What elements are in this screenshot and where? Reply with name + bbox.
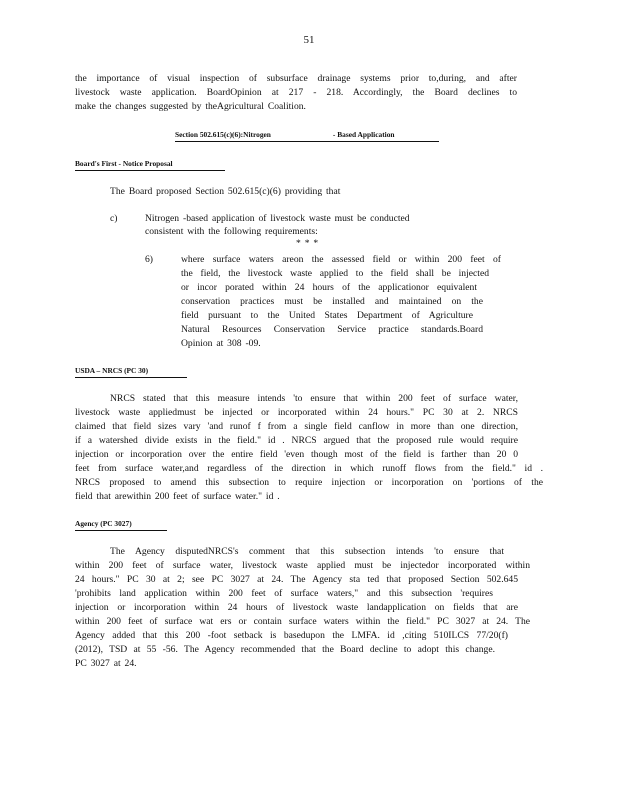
clause-c-line: consistent with the following requirements: xyxy=(145,226,318,237)
usda-para-line: if a watershed divide exists in the field." id . NRCS argued that the proposed rule would require xyxy=(75,435,518,446)
intro-line: make the changes suggested by theAgricultural Coalition. xyxy=(75,101,306,112)
intro-line: the importance of visual inspection of subsurface drainage systems prior to,during, and after xyxy=(75,73,517,84)
usda-para-line: injection or incorporation over the entire field 'even though most of the field is farther than 20 0 xyxy=(75,449,518,460)
page-number: 51 xyxy=(303,34,315,46)
intro-line: livestock waste application. BoardOpinion at 217 - 218. Accordingly, the Board declines to xyxy=(75,87,517,98)
clause-6-line: the field, the livestock waste applied to the field shall be injected xyxy=(181,268,489,279)
clause-6-line: Opinion at 308 -09. xyxy=(181,338,261,349)
section-heading xyxy=(175,130,439,142)
usda-para-line: claimed that field sizes vary 'and runof f from a single field canflow in more than one direction, xyxy=(75,421,518,432)
agency-para-line: injection or incorporation within 24 hours of livestock waste landapplication on fields that are xyxy=(75,602,518,613)
board-intro: The Board proposed Section 502.615(c)(6) providing that xyxy=(110,186,341,197)
board-first-notice-heading: Board's First - Notice Proposal xyxy=(75,159,225,171)
usda-para-line: field that arewithin 200 feet of surface water." id . xyxy=(75,491,280,502)
clause-c-line: Nitrogen -based application of livestock waste must be conducted xyxy=(145,213,410,224)
ellipsis: * * * xyxy=(296,238,319,249)
usda-nrcs-heading: USDA – NRCS (PC 30) xyxy=(75,366,187,378)
clause-c-label: c) xyxy=(110,213,118,224)
agency-para-line: The Agency disputedNRCS's comment that this subsection intends 'to ensure that xyxy=(110,546,504,557)
clause-6-line: where surface waters areon the assessed field or within 200 feet of xyxy=(181,254,501,265)
agency-heading: Agency (PC 3027) xyxy=(75,519,167,531)
clause-6-line: Natural Resources Conservation Service practice standards.Board xyxy=(181,324,483,335)
section-heading-right: - Based Application xyxy=(332,130,395,139)
agency-para-line: 'prohibits land application within 200 feet of surface waters," and this subsection 'requires xyxy=(75,588,493,599)
usda-para-line: feet from surface water,and regardless of the direction in which runoff flows from the field." id . xyxy=(75,463,543,474)
clause-6-line: conservation practices must be installed and maintained on the xyxy=(181,296,483,307)
clause-6-label: 6) xyxy=(145,254,153,265)
agency-para-line: Agency added that this 200 -foot setback is basedupon the LMFA. id ,citing 510ILCS 77/20(f) xyxy=(75,630,508,641)
agency-para-line: within 200 feet of surface wat ers or contain surface waters within the field." PC 3027 at 24. The xyxy=(75,616,530,627)
usda-para-line: NRCS proposed to amend this subsection to require injection or incorporation on 'portions of the xyxy=(75,477,543,488)
section-heading-left: Section 502.615(c)(6):Nitrogen xyxy=(175,130,271,139)
clause-6-line: field pursuant to the United States Department of Agriculture xyxy=(181,310,473,321)
clause-6-line: or incor porated within 24 hours of the applicationor equivalent xyxy=(181,282,477,293)
usda-para-line: livestock waste appliedmust be injected or incorporated within 24 hours." PC 30 at 2. NRCS xyxy=(75,407,518,418)
agency-para-line: 24 hours." PC 30 at 2; see PC 3027 at 24. The Agency sta ted that proposed Section 502.645 xyxy=(75,574,518,585)
agency-para-line: PC 3027 at 24. xyxy=(75,658,137,669)
agency-para-line: (2012), TSD at 55 -56. The Agency recommended that the Board decline to adopt this change. xyxy=(75,644,495,655)
usda-para-line: NRCS stated that this measure intends 'to ensure that within 200 feet of surface water, xyxy=(110,393,518,404)
agency-para-line: within 200 feet of surface water, livestock waste applied must be injectedor incorporated within xyxy=(75,560,530,571)
